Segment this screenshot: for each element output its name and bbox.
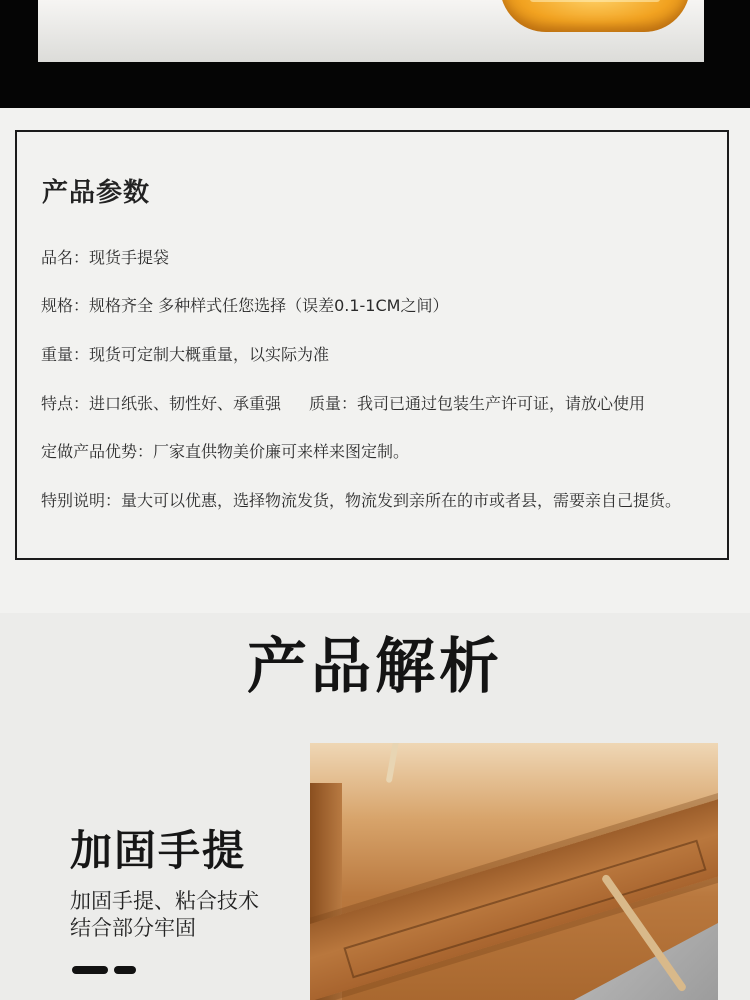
param-row-spec bbox=[41, 293, 448, 316]
param-quality-text: 质量：我司已通过包装生产许可证，请放心使用 bbox=[309, 394, 646, 413]
param-name-text: 品名：现货手提袋 bbox=[41, 248, 170, 267]
param-row-name bbox=[41, 245, 169, 268]
param-weight-text: 重量：现货可定制大概重量，以实际为准 bbox=[41, 345, 330, 364]
params-box bbox=[15, 130, 729, 560]
param-note-text: 特别说明：量大可以优惠，选择物流发货，物流发到亲所在的市或者县，需要亲自己提货。 bbox=[41, 491, 682, 510]
decorative-dash-short bbox=[114, 966, 136, 974]
decorative-dash-long bbox=[72, 966, 108, 974]
param-row-feature bbox=[41, 391, 645, 414]
feature-desc-line1: 加固手提、粘合技术 bbox=[70, 889, 259, 913]
param-row-note bbox=[41, 488, 681, 511]
feature-title: 加固手提 bbox=[70, 826, 247, 875]
param-spec-text: 规格：规格齐全 多种样式任您选择（误差0.1-1CM之间） bbox=[41, 296, 449, 315]
top-banner bbox=[0, 0, 750, 108]
bread-image bbox=[500, 0, 690, 32]
product-photo-top bbox=[38, 0, 704, 62]
param-row-weight bbox=[41, 342, 329, 365]
params-section bbox=[0, 108, 750, 613]
feature-desc-line2: 结合部分牢固 bbox=[70, 916, 196, 940]
analysis-section bbox=[0, 613, 750, 1000]
rope-top bbox=[386, 743, 401, 783]
param-feature-text: 特点：进口纸张、韧性好、承重强 bbox=[41, 394, 282, 413]
param-custom-text: 定做产品优势：厂家直供物美价廉可来样来图定制。 bbox=[41, 442, 410, 461]
param-row-custom bbox=[41, 439, 409, 462]
analysis-title: 产品解析 bbox=[247, 632, 503, 702]
handle-detail-photo bbox=[310, 743, 718, 1000]
params-title: 产品参数 bbox=[42, 178, 151, 208]
